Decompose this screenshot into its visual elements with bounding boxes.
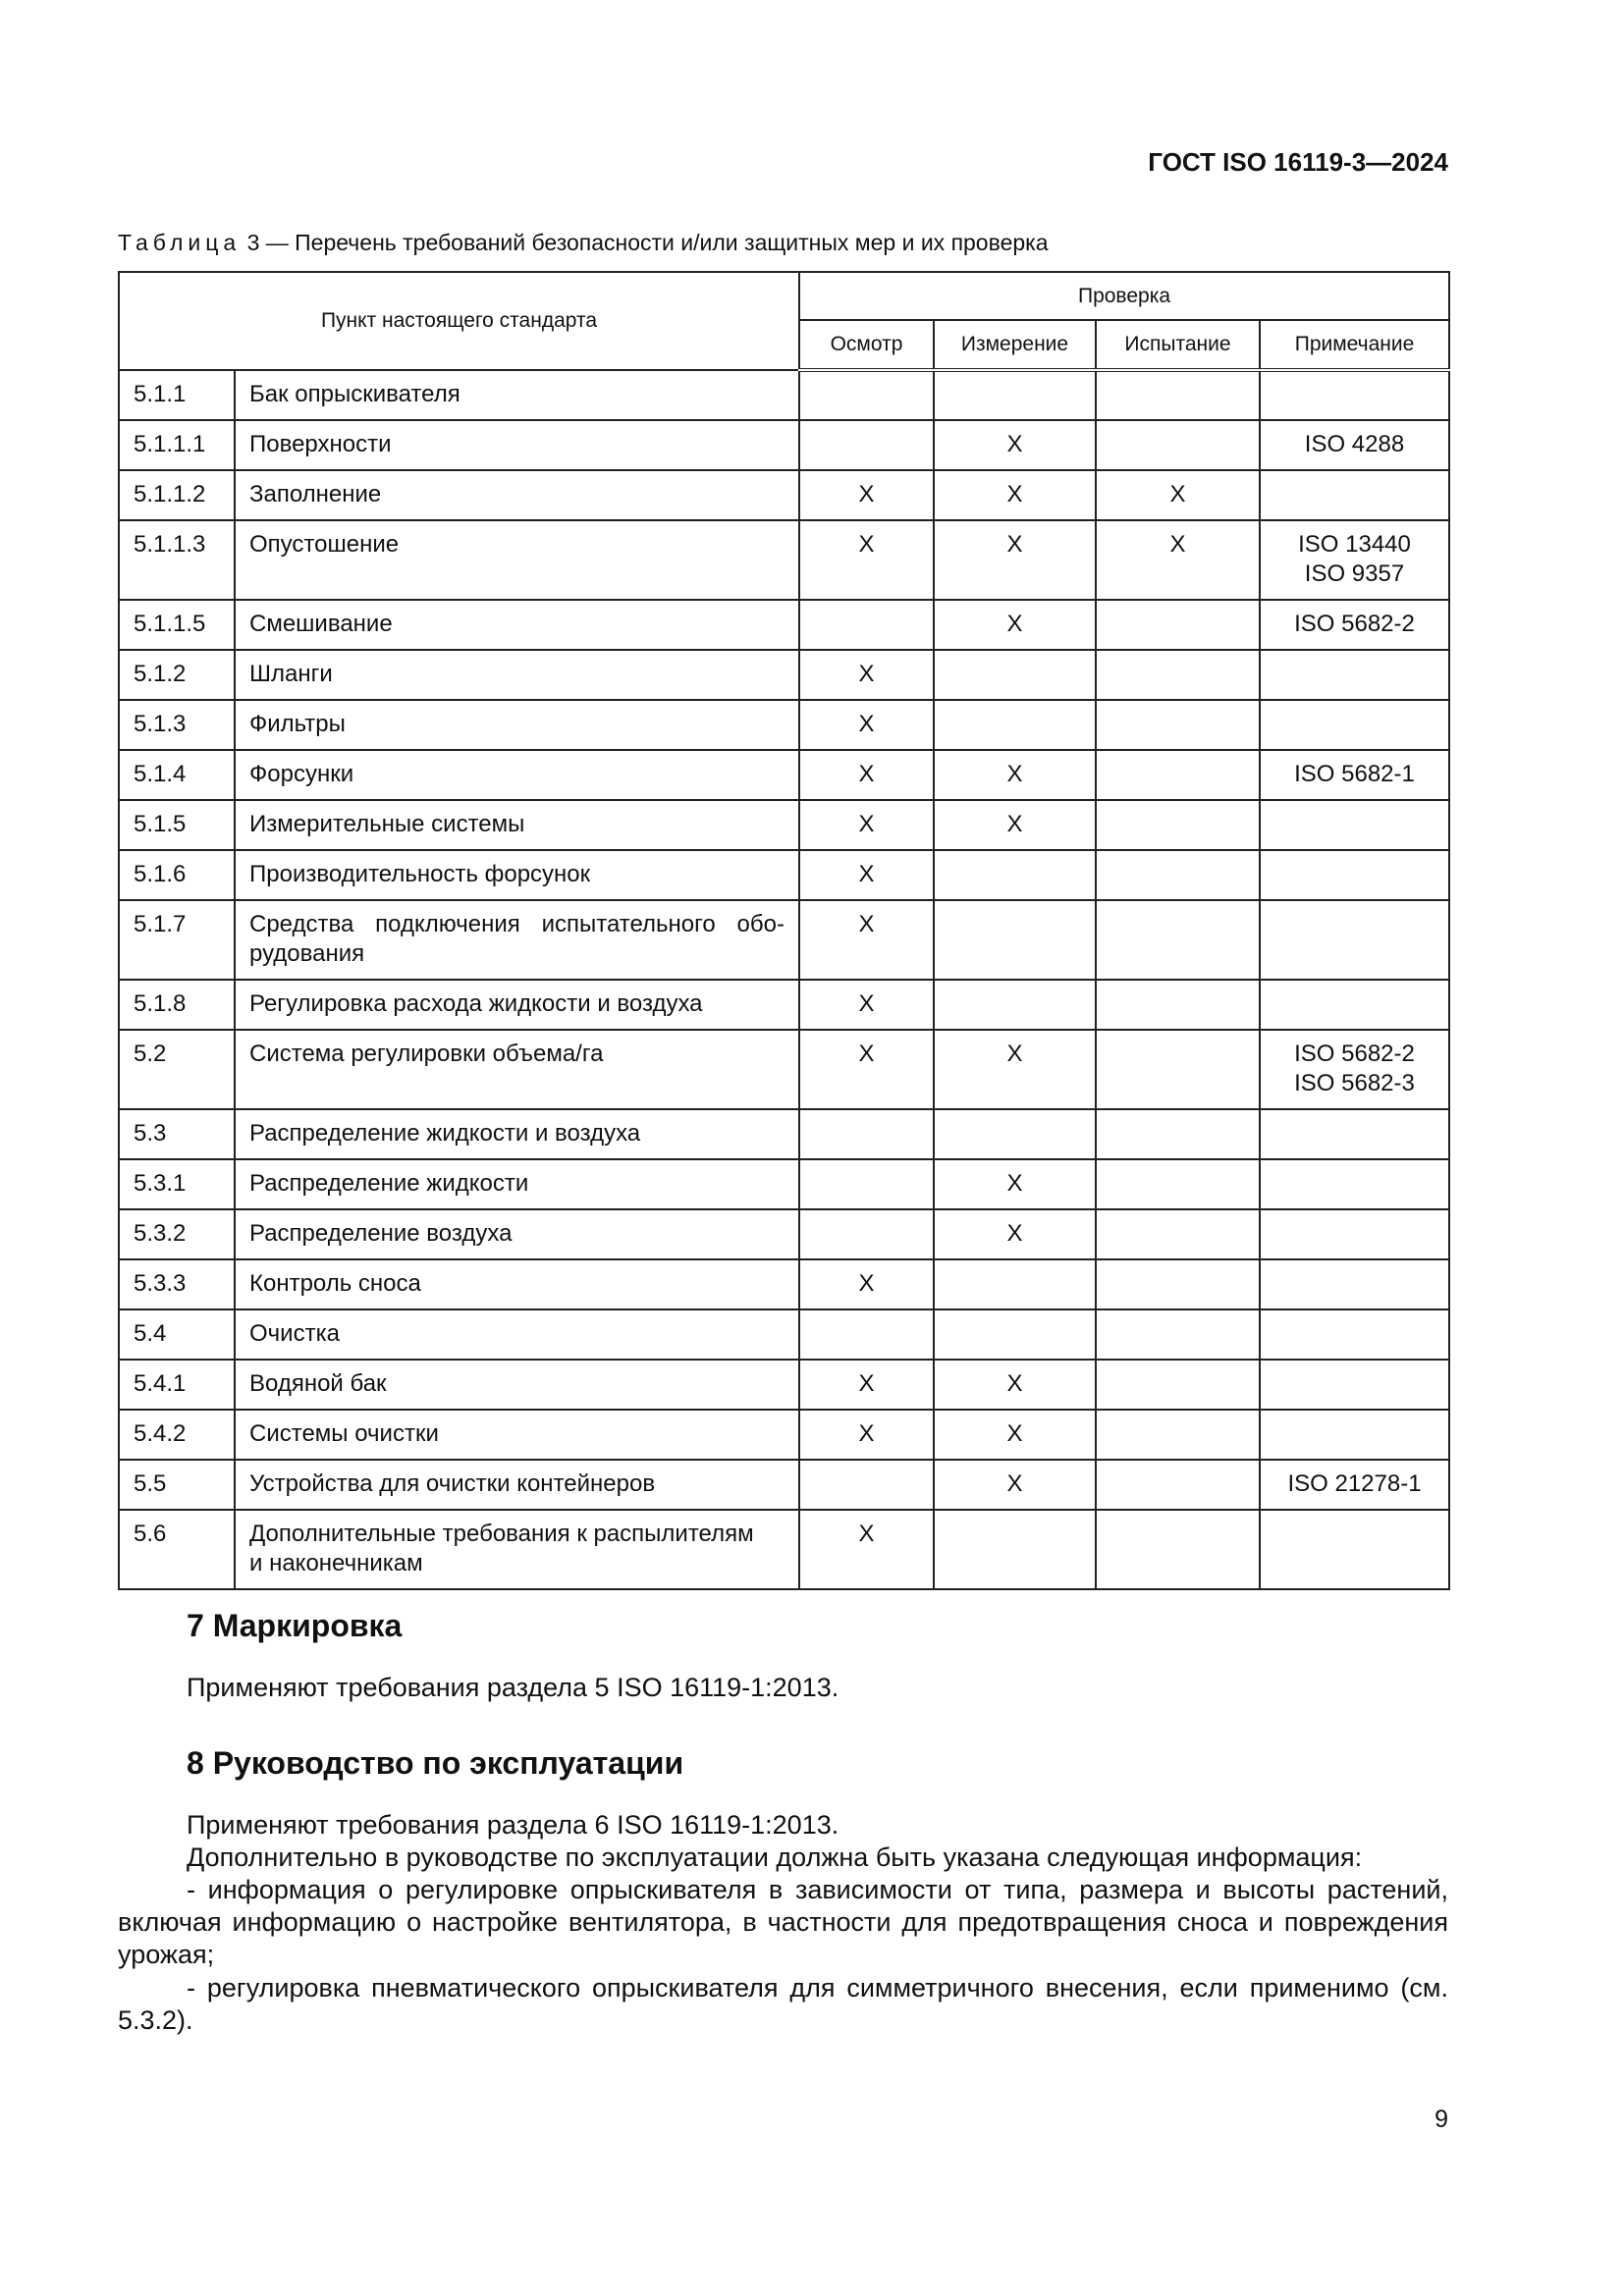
test-mark <box>1096 1159 1260 1209</box>
clause-text: Распределение воздуха <box>235 1209 799 1259</box>
test-mark <box>1096 980 1260 1030</box>
clause-number: 5.1.1.3 <box>119 520 235 600</box>
table-row <box>119 1309 1449 1360</box>
measurement-mark: X <box>934 1410 1096 1460</box>
measurement-mark <box>934 370 1096 420</box>
clause-number: 5.4.2 <box>119 1410 235 1460</box>
inspection-mark <box>799 1109 934 1159</box>
measurement-mark <box>934 1309 1096 1360</box>
clause-text: Распределение жидкости <box>235 1159 799 1209</box>
test-mark <box>1096 1460 1260 1510</box>
test-mark <box>1096 1510 1260 1589</box>
table-caption-prefix: Таблица <box>118 230 242 255</box>
inspection-mark: X <box>799 650 934 700</box>
test-mark <box>1096 1309 1260 1360</box>
note-cell <box>1260 370 1449 420</box>
clause-number: 5.4 <box>119 1309 235 1360</box>
clause-number: 5.4.1 <box>119 1360 235 1410</box>
header-test: Испытание <box>1096 320 1260 370</box>
inspection-mark: X <box>799 800 934 850</box>
table-row <box>119 1209 1449 1259</box>
clause-text <box>235 1510 799 1589</box>
note-cell: ISO 4288 <box>1260 420 1449 470</box>
note-line: ISO 13440 <box>1298 531 1411 558</box>
clause-text <box>235 900 799 980</box>
measurement-mark <box>934 700 1096 750</box>
clause-number: 5.3.1 <box>119 1159 235 1209</box>
inspection-mark <box>799 600 934 650</box>
clause-text: Очистка <box>235 1309 799 1360</box>
test-mark <box>1096 650 1260 700</box>
measurement-mark <box>934 980 1096 1030</box>
inspection-mark: X <box>799 1510 934 1589</box>
clause-text: Система регулировки объема/га <box>235 1030 799 1109</box>
clause-text: Измерительные системы <box>235 800 799 850</box>
clause-text-line: Средства подключения испытательного обо- <box>249 911 785 937</box>
table-row <box>119 1510 1449 1589</box>
clause-text: Заполнение <box>235 470 799 520</box>
test-mark <box>1096 1259 1260 1309</box>
requirements-table <box>118 271 1450 1590</box>
measurement-mark: X <box>934 470 1096 520</box>
measurement-mark <box>934 1109 1096 1159</box>
measurement-mark: X <box>934 800 1096 850</box>
note-cell <box>1260 850 1449 900</box>
inspection-mark: X <box>799 700 934 750</box>
inspection-mark <box>799 1159 934 1209</box>
table-row <box>119 700 1449 750</box>
inspection-mark: X <box>799 470 934 520</box>
table-row <box>119 980 1449 1030</box>
header-verification: Проверка <box>799 272 1449 320</box>
measurement-mark: X <box>934 520 1096 600</box>
table-row <box>119 1360 1449 1410</box>
measurement-mark: X <box>934 750 1096 800</box>
inspection-mark <box>799 370 934 420</box>
section-8-paragraph-1: Применяют требования раздела 6 ISO 16119-1:2013. <box>187 1810 839 1840</box>
note-line: ISO 5682-2 <box>1294 1041 1415 1067</box>
note-cell <box>1260 470 1449 520</box>
test-mark <box>1096 1410 1260 1460</box>
test-mark <box>1096 800 1260 850</box>
clause-number: 5.1.1 <box>119 370 235 420</box>
table-row <box>119 800 1449 850</box>
section-8-paragraph-2: Дополнительно в руководстве по эксплуатации должна быть указана следующая информация: <box>187 1842 1363 1872</box>
clause-text: Смешивание <box>235 600 799 650</box>
inspection-mark <box>799 1460 934 1510</box>
note-cell <box>1260 650 1449 700</box>
inspection-mark: X <box>799 1410 934 1460</box>
note-line: ISO 9357 <box>1304 561 1405 587</box>
measurement-mark: X <box>934 420 1096 470</box>
clause-text: Бак опрыскивателя <box>235 370 799 420</box>
test-mark: X <box>1096 470 1260 520</box>
inspection-mark <box>799 420 934 470</box>
measurement-mark <box>934 1259 1096 1309</box>
table-row <box>119 1460 1449 1510</box>
clause-number: 5.3.3 <box>119 1259 235 1309</box>
table-row <box>119 520 1449 600</box>
test-mark: X <box>1096 520 1260 600</box>
clause-text: Шланги <box>235 650 799 700</box>
section-7-paragraph: Применяют требования раздела 5 ISO 16119-1:2013. <box>187 1673 839 1702</box>
clause-text: Регулировка расхода жидкости и воздуха <box>235 980 799 1030</box>
clause-text: Устройства для очистки контейнеров <box>235 1460 799 1510</box>
note-cell: ISO 5682-2 <box>1260 600 1449 650</box>
inspection-mark: X <box>799 520 934 600</box>
note-cell <box>1260 800 1449 850</box>
measurement-mark: X <box>934 1360 1096 1410</box>
note-cell <box>1260 700 1449 750</box>
clause-number: 5.1.4 <box>119 750 235 800</box>
test-mark <box>1096 370 1260 420</box>
table-row <box>119 900 1449 980</box>
inspection-mark: X <box>799 1360 934 1410</box>
clause-number: 5.3 <box>119 1109 235 1159</box>
note-cell <box>1260 1109 1449 1159</box>
measurement-mark <box>934 650 1096 700</box>
clause-text: Производительность форсунок <box>235 850 799 900</box>
test-mark <box>1096 1109 1260 1159</box>
table-row <box>119 650 1449 700</box>
section-7-heading: 7 Маркировка <box>187 1608 403 1643</box>
measurement-mark: X <box>934 1030 1096 1109</box>
table-caption <box>118 230 1453 256</box>
inspection-mark: X <box>799 1259 934 1309</box>
clause-number: 5.5 <box>119 1460 235 1510</box>
clause-number: 5.1.1.1 <box>119 420 235 470</box>
note-cell <box>1260 980 1449 1030</box>
test-mark <box>1096 600 1260 650</box>
table-row <box>119 1259 1449 1309</box>
measurement-mark: X <box>934 600 1096 650</box>
table-caption-title: 3 — Перечень требований безопасности и/или защитных мер и их проверка <box>241 230 1049 255</box>
note-cell: ISO 21278-1 <box>1260 1460 1449 1510</box>
clause-text: Распределение жидкости и воздуха <box>235 1109 799 1159</box>
table-row <box>119 1109 1449 1159</box>
inspection-mark <box>799 1209 934 1259</box>
test-mark <box>1096 1209 1260 1259</box>
measurement-mark: X <box>934 1209 1096 1259</box>
clause-number: 5.1.2 <box>119 650 235 700</box>
note-cell <box>1260 1510 1449 1589</box>
measurement-mark: X <box>934 1159 1096 1209</box>
section-8-list-item-1: - информация о регулировке опрыскивателя в зависимости от типа, размера и высоты растений, включая информацию о настройке вентилятора, в частности для предотвращения сноса и повреждения урожая; <box>118 1875 1448 1969</box>
note-cell <box>1260 1410 1449 1460</box>
note-line: ISO 5682-3 <box>1294 1070 1415 1096</box>
inspection-mark: X <box>799 980 934 1030</box>
clause-text: Форсунки <box>235 750 799 800</box>
clause-text: Поверхности <box>235 420 799 470</box>
clause-text-line: и наконечникам <box>249 1550 423 1576</box>
section-8-list-item-2: - регулировка пневматического опрыскивателя для симметричного внесения, если применимо (см. 5.3.2). <box>118 1973 1448 2035</box>
clause-number: 5.6 <box>119 1510 235 1589</box>
clause-text-line: Дополнительные требования к распылителям <box>249 1521 754 1547</box>
note-cell: ISO 5682-1 <box>1260 750 1449 800</box>
table-row <box>119 470 1449 520</box>
table-row <box>119 750 1449 800</box>
clause-text: Водяной бак <box>235 1360 799 1410</box>
clause-number: 5.2 <box>119 1030 235 1109</box>
table-row <box>119 420 1449 470</box>
measurement-mark: X <box>934 1460 1096 1510</box>
table-row <box>119 1410 1449 1460</box>
measurement-mark <box>934 850 1096 900</box>
clause-text: Фильтры <box>235 700 799 750</box>
clause-number: 5.1.1.2 <box>119 470 235 520</box>
inspection-mark: X <box>799 750 934 800</box>
test-mark <box>1096 850 1260 900</box>
clause-number: 5.3.2 <box>119 1209 235 1259</box>
table-row <box>119 600 1449 650</box>
test-mark <box>1096 1360 1260 1410</box>
table-row <box>119 1030 1449 1109</box>
clause-text-line: рудования <box>249 940 365 967</box>
note-cell <box>1260 1259 1449 1309</box>
note-cell <box>1260 1309 1449 1360</box>
note-cell <box>1260 1030 1449 1109</box>
header-clause: Пункт настоящего стандарта <box>119 272 799 370</box>
header-measurement: Измерение <box>934 320 1096 370</box>
clause-text: Опустошение <box>235 520 799 600</box>
measurement-mark <box>934 1510 1096 1589</box>
inspection-mark: X <box>799 900 934 980</box>
table-row <box>119 1159 1449 1209</box>
note-cell <box>1260 1159 1449 1209</box>
page-number: 9 <box>1435 2106 1448 2133</box>
clause-number: 5.1.8 <box>119 980 235 1030</box>
inspection-mark <box>799 1309 934 1360</box>
section-8-heading: 8 Руководство по эксплуатации <box>187 1745 684 1781</box>
clause-number: 5.1.5 <box>119 800 235 850</box>
measurement-mark <box>934 900 1096 980</box>
table-row <box>119 850 1449 900</box>
test-mark <box>1096 750 1260 800</box>
test-mark <box>1096 900 1260 980</box>
header-inspection: Осмотр <box>799 320 934 370</box>
clause-number: 5.1.7 <box>119 900 235 980</box>
test-mark <box>1096 700 1260 750</box>
note-cell <box>1260 520 1449 600</box>
test-mark <box>1096 420 1260 470</box>
test-mark <box>1096 1030 1260 1109</box>
note-cell <box>1260 1209 1449 1259</box>
note-cell <box>1260 900 1449 980</box>
clause-number: 5.1.1.5 <box>119 600 235 650</box>
header-note: Примечание <box>1260 320 1449 370</box>
clause-text: Контроль сноса <box>235 1259 799 1309</box>
document-id: ГОСТ ISO 16119-3—2024 <box>1148 147 1448 177</box>
inspection-mark: X <box>799 1030 934 1109</box>
note-cell <box>1260 1360 1449 1410</box>
clause-number: 5.1.6 <box>119 850 235 900</box>
clause-number: 5.1.3 <box>119 700 235 750</box>
inspection-mark: X <box>799 850 934 900</box>
clause-text: Системы очистки <box>235 1410 799 1460</box>
table-row <box>119 370 1449 420</box>
